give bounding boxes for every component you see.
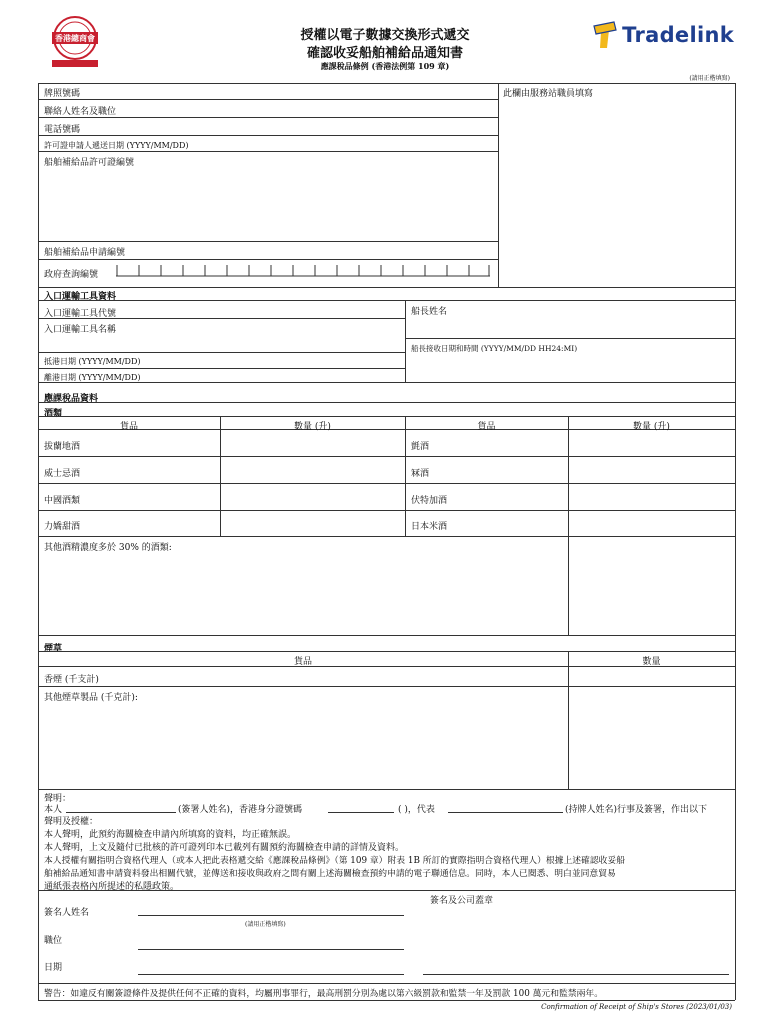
tobacco-section-title: 煙草: [44, 644, 63, 654]
dutiable-section-title: 應課稅品資料: [44, 394, 99, 404]
signer-name-field[interactable]: [138, 915, 404, 916]
other-liquor-label: 其他酒精濃度多於 30% 的酒類:: [44, 543, 172, 553]
contact-label: 聯絡人姓名及職位: [44, 107, 117, 117]
form-title-line1: 授權以電子數據交換形式遞交: [300, 28, 470, 43]
position-label: 職位: [44, 936, 63, 946]
date-field[interactable]: [138, 974, 404, 975]
arrival-date-label: 抵港日期 (YYYY/MM/DD): [44, 357, 141, 366]
departure-date-label: 離港日期 (YYYY/MM/DD): [44, 373, 141, 382]
tradelink-brand: Tradelink: [622, 23, 734, 47]
tradelink-icon: [590, 20, 618, 50]
captain-receipt-label: 船長接收日期和時間 (YYYY/MM/DD HH24:MI): [411, 344, 578, 353]
liquor-item-rum: 冧酒: [411, 469, 430, 479]
liquor-col-goods-left: 貨品: [119, 422, 138, 432]
liquor-item-vodka: 伏特加酒: [411, 496, 448, 506]
captain-name-label: 船長姓名: [411, 307, 448, 317]
declaration-line1-c: ( )，代表: [398, 805, 435, 815]
declaration-line7: 通紙張表格內所提述的私隱政策。: [44, 882, 180, 892]
form-subtitle: 應課稅品條例 (香港法例第 109 章): [320, 61, 450, 71]
submit-date-label: 許可證申請人遞送日期 (YYYY/MM/DD): [44, 141, 189, 150]
signer-name-blank[interactable]: [66, 812, 176, 813]
liquor-col-qty-left: 數量 (升): [294, 422, 331, 432]
declaration-line1-d: (持牌人姓名)行事及簽署，作出以下: [565, 805, 708, 815]
licensee-name-blank[interactable]: [448, 812, 563, 813]
liquor-item-liqueur: 力嬌甜酒: [44, 522, 81, 532]
declaration-heading: 聲明：: [44, 794, 72, 804]
transport-section-title: 入口運輸工具資料: [44, 292, 117, 302]
licence-no-label: 牌照號碼: [44, 89, 81, 99]
liquor-item-sake: 日本米酒: [411, 522, 448, 532]
permit-no-label: 船舶補給品許可證編號: [44, 158, 135, 168]
position-field[interactable]: [138, 949, 404, 950]
declaration-line1-a: 本人: [44, 805, 63, 815]
transport-code-label: 入口運輸工具代號: [44, 309, 117, 319]
tobacco-col-qty: 數量: [642, 657, 661, 667]
declaration-line5: 本人授權有關指明合資格代理人（或本人把此表格遞交給《應課稅品條例》（第 109 章）附表 1B 所訂的實際指明合資格代理人）根據上述確認收妥船: [44, 856, 626, 866]
liquor-item-gin: 氈酒: [411, 442, 430, 452]
date-label: 日期: [44, 963, 63, 973]
hkid-blank[interactable]: [328, 812, 394, 813]
office-use-label: 此欄由服務站職員填寫: [503, 89, 594, 99]
cigarettes-label: 香煙 (千支計): [44, 675, 99, 685]
declaration-line4: 本人聲明，上文及隨付已批核的許可證列印本已載列有關預約海關檢查申請的詳情及資料。: [44, 843, 405, 853]
block-letters-note: (請用正楷填寫): [245, 921, 286, 928]
liquor-col-qty-right: 數量 (升): [633, 422, 670, 432]
application-no-label: 船舶補給品申請編號: [44, 248, 126, 258]
warning-text: 警告：如違反有關簽證條件及提供任何不正確的資料，均屬刑事罪行，最高刑罰分別為處以第六級罰款和監禁一年及罰款 100 萬元和監禁兩年。: [44, 989, 603, 999]
other-tobacco-label: 其他煙草製品 (千克計):: [44, 693, 138, 703]
liquor-item-chinese: 中國酒類: [44, 496, 81, 506]
svg-text:香港總商會: 香港總商會: [55, 34, 95, 43]
liquor-item-whisky: 威士忌酒: [44, 469, 81, 479]
company-chop-label: 簽名及公司蓋章: [430, 896, 494, 906]
signer-name-label: 簽名人姓名: [44, 908, 90, 918]
declaration-line3: 本人聲明，此預約海關檢查申請內所填寫的資料，均正確無誤。: [44, 830, 297, 840]
gov-ref-label: 政府查詢編號: [44, 270, 99, 280]
tobacco-col-goods: 貨品: [293, 657, 312, 667]
declaration-line2: 聲明及授權：: [44, 817, 99, 827]
phone-label: 電話號碼: [44, 125, 81, 135]
declaration-line6: 舶補給品通知書申請資料發出相關代號，並傳送和接收與政府之間有關上述海關檢查預約申請的電子聯通信息。同時，本人已閱悉、明白並同意貿易: [44, 869, 616, 879]
transport-name-label: 入口運輸工具名稱: [44, 325, 117, 335]
gov-ref-boxes[interactable]: [116, 265, 490, 277]
print-note: (請用正楷填寫): [689, 75, 730, 82]
form-reference: Confirmation of Receipt of Ship's Stores (2023/01/03): [541, 1003, 732, 1011]
liquor-col-goods-right: 貨品: [477, 422, 496, 432]
signature-chop-field[interactable]: [423, 974, 729, 975]
tradelink-logo: [590, 20, 734, 50]
liquor-title: 酒類: [44, 409, 63, 419]
form-title-line2: 確認收妥船舶補給品通知書: [306, 46, 463, 61]
declaration-line1-b: (簽署人姓名)，香港身分證號碼: [178, 805, 303, 815]
liquor-item-brandy: 拔蘭地酒: [44, 442, 81, 452]
